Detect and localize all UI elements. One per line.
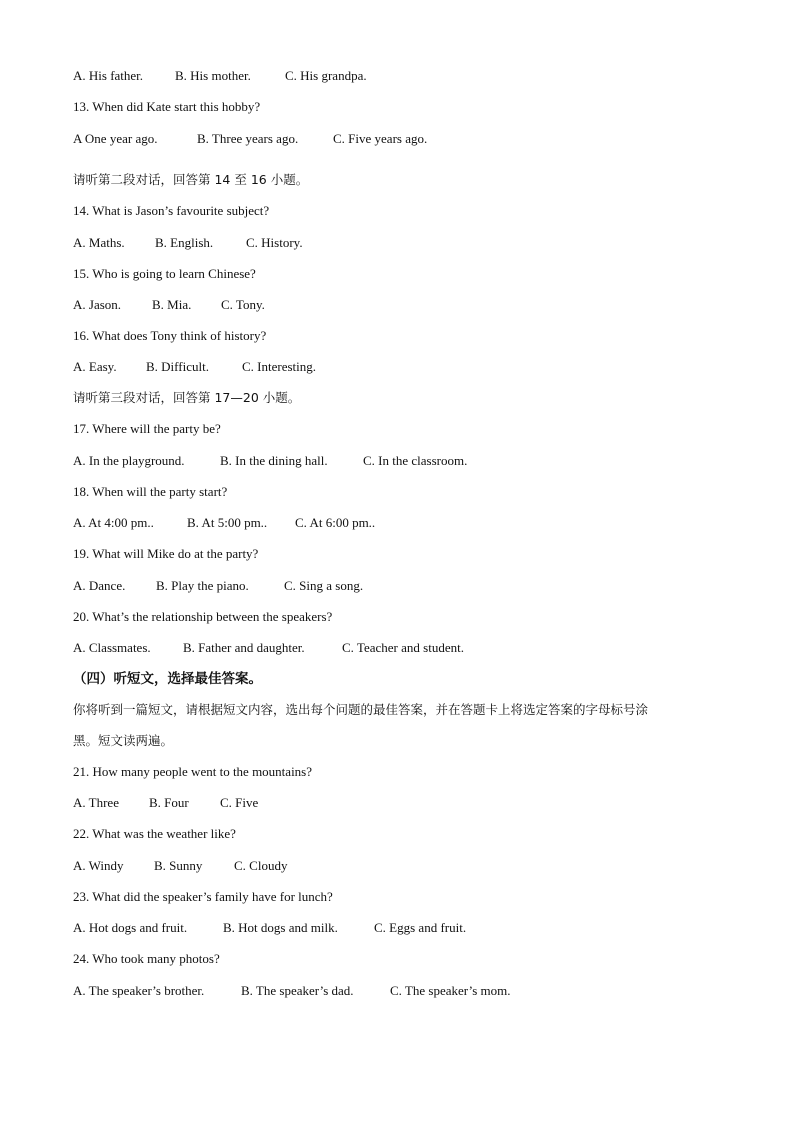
question-20: 20. What’s the relationship between the speakers?	[73, 609, 333, 624]
q14-option-c: C. History.	[246, 235, 303, 250]
section-4-instruction-line-1: 你将听到一篇短文，请根据短文内容，选出每个问题的最佳答案，并在答题卡上将选定答案的字母标号涂	[73, 702, 649, 717]
q20-option-c: C. Teacher and student.	[342, 640, 464, 655]
question-13: 13. When did Kate start this hobby?	[73, 99, 261, 114]
q16-option-c: C. Interesting.	[242, 359, 317, 374]
q19-option-a: A. Dance.	[73, 578, 126, 593]
question-22: 22. What was the weather like?	[73, 826, 236, 841]
question-17: 17. Where will the party be?	[73, 421, 221, 436]
q24-option-a: A. The speaker’s brother.	[73, 983, 205, 998]
q23-option-a: A. Hot dogs and fruit.	[73, 920, 188, 935]
question-24: 24. Who took many photos?	[73, 951, 220, 966]
q19-option-b: B. Play the piano.	[156, 578, 249, 593]
q12-option-a: A. His father.	[73, 68, 144, 83]
question-14: 14. What is Jason’s favourite subject?	[73, 203, 270, 218]
question-18: 18. When will the party start?	[73, 484, 228, 499]
q12-option-c: C. His grandpa.	[285, 68, 367, 83]
q22-option-c: C. Cloudy	[234, 858, 288, 873]
q20-option-b: B. Father and daughter.	[183, 640, 305, 655]
question-21: 21. How many people went to the mountains?	[73, 764, 313, 779]
q16-option-b: B. Difficult.	[146, 359, 209, 374]
q14-option-a: A. Maths.	[73, 235, 125, 250]
q18-option-c: C. At 6:00 pm..	[295, 515, 376, 530]
q19-option-c: C. Sing a song.	[284, 578, 364, 593]
q22-option-b: B. Sunny	[154, 858, 203, 873]
q15-option-b: B. Mia.	[152, 297, 192, 312]
question-16: 16. What does Tony think of history?	[73, 328, 267, 343]
q14-option-b: B. English.	[155, 235, 214, 250]
question-23: 23. What did the speaker’s family have for lunch?	[73, 889, 333, 904]
q18-option-b: B. At 5:00 pm..	[187, 515, 268, 530]
q13-option-a: A One year ago.	[73, 131, 158, 146]
section-4-title: （四）听短文，选择最佳答案。	[73, 671, 262, 687]
q21-option-c: C. Five	[220, 795, 259, 810]
q17-option-b: B. In the dining hall.	[220, 453, 328, 468]
q18-option-a: A. At 4:00 pm..	[73, 515, 154, 530]
q17-option-c: C. In the classroom.	[363, 453, 468, 468]
q23-option-c: C. Eggs and fruit.	[374, 920, 467, 935]
q13-option-c: C. Five years ago.	[333, 131, 428, 146]
q21-option-a: A. Three	[73, 795, 119, 810]
question-19: 19. What will Mike do at the party?	[73, 546, 259, 561]
q15-option-a: A. Jason.	[73, 297, 122, 312]
dialogue-3-instruction: 请听第三段对话，回答第 17—20 小题。	[73, 390, 301, 405]
q13-option-b: B. Three years ago.	[197, 131, 299, 146]
q12-option-b: B. His mother.	[175, 68, 251, 83]
q22-option-a: A. Windy	[73, 858, 124, 873]
dialogue-2-instruction: 请听第二段对话，回答第 14 至 16 小题。	[73, 172, 309, 187]
q21-option-b: B. Four	[149, 795, 189, 810]
q24-option-c: C. The speaker’s mom.	[390, 983, 511, 998]
q17-option-a: A. In the playground.	[73, 453, 185, 468]
question-15: 15. Who is going to learn Chinese?	[73, 266, 256, 281]
q23-option-b: B. Hot dogs and milk.	[223, 920, 338, 935]
q15-option-c: C. Tony.	[221, 297, 265, 312]
q24-option-b: B. The speaker’s dad.	[241, 983, 354, 998]
section-4-instruction-line-2: 黑。短文读两遍。	[73, 733, 174, 748]
q20-option-a: A. Classmates.	[73, 640, 151, 655]
q16-option-a: A. Easy.	[73, 359, 117, 374]
